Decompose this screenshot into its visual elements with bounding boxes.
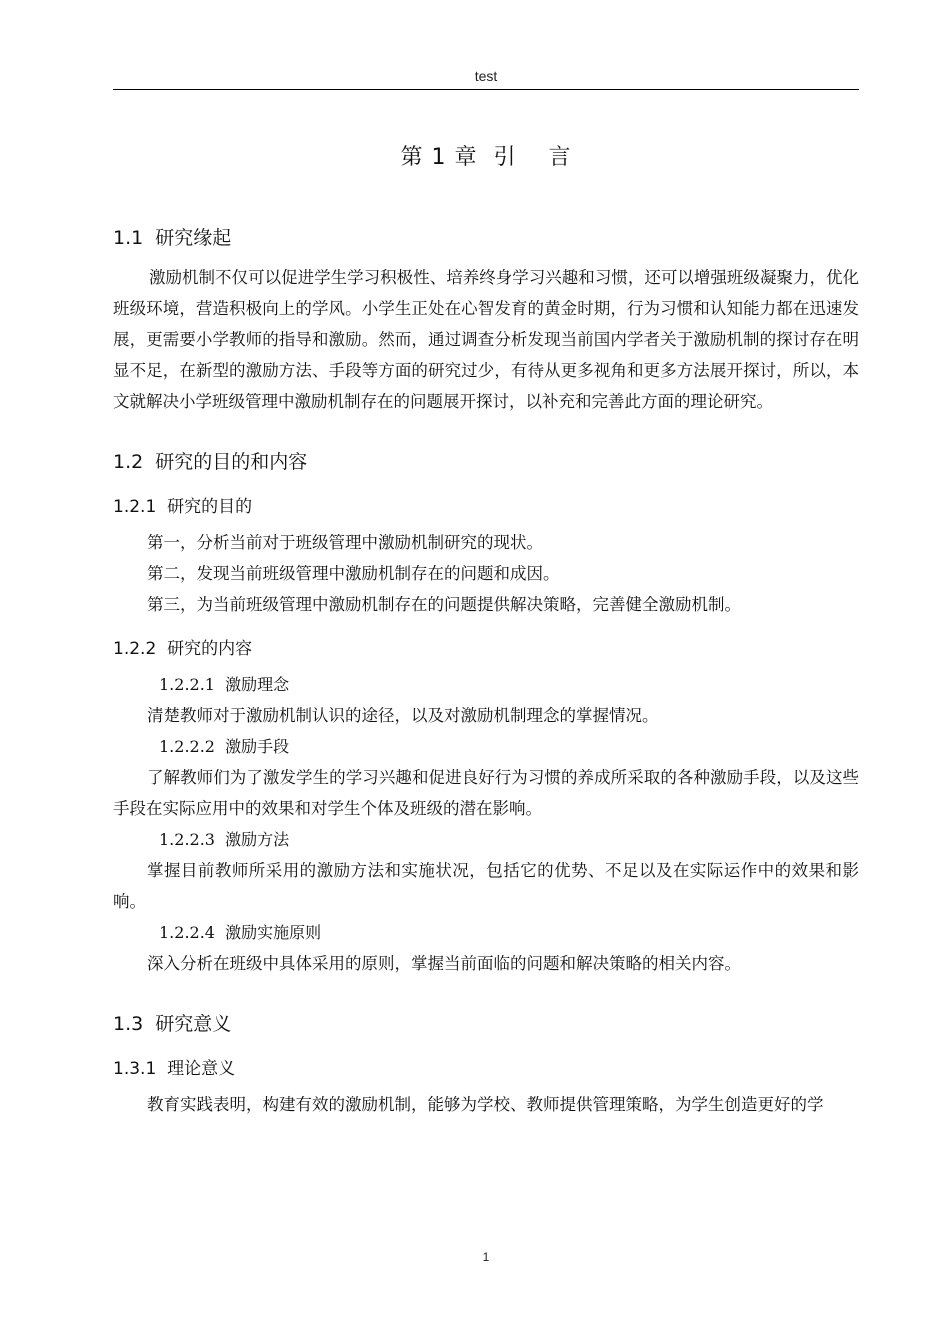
section-heading-1-2: 1.2 研究的目的和内容: [113, 451, 308, 473]
list-item: 第二，发现当前班级管理中激励机制存在的问题和成因。: [147, 564, 560, 583]
subsection-heading: 1.2.2.1 激励理念: [159, 675, 290, 694]
subsection-paragraph: 掌握目前教师所采用的激励方法和实施状况，包括它的优势、不足以及在实际运作中的效果和影响。: [113, 861, 859, 911]
chapter-title: 第 1 章 引 言: [400, 145, 572, 170]
list-item: 第一，分析当前对于班级管理中激励机制研究的现状。: [147, 533, 543, 552]
section-heading-1-3: 1.3 研究意义: [113, 1013, 232, 1035]
section-paragraph-1-1: 激励机制不仅可以促进学生学习积极性、培养终身学习兴趣和习惯，还可以增强班级凝聚力，优化班级环境，营造积极向上的学风。小学生正处在心智发育的黄金时期，行为习惯和认知能力都在迅速发展，更需要小学教师的指导和激励。然而，通过调查分析发现当前国内学者关于激励机制的探讨存在明显不足，在新型的激励方法、手段等方面的研究过少，有待从更多视角和更多方法展开探讨，所以，本文就解决小学班级管理中激励机制存在的问题展开探讨，以补充和完善此方面的理论研究。: [113, 268, 859, 411]
list-item: 第三，为当前班级管理中激励机制存在的问题提供解决策略，完善健全激励机制。: [147, 595, 741, 614]
section-heading-1-3-1: 1.3.1 理论意义: [113, 1059, 236, 1079]
page-content: [113, 140, 859, 1120]
subsection-paragraph: 清楚教师对于激励机制认识的途径，以及对激励机制理念的掌握情况。: [147, 706, 659, 725]
section-heading-1-1: 1.1 研究缘起: [113, 227, 232, 249]
page-number: 1: [482, 1250, 490, 1264]
subsection-paragraph: 深入分析在班级中具体采用的原则，掌握当前面临的问题和解决策略的相关内容。: [147, 954, 741, 973]
header-divider: [113, 89, 859, 90]
subsection-heading: 1.2.2.4 激励实施原则: [159, 923, 322, 942]
subsection-heading: 1.2.2.3 激励方法: [159, 830, 290, 849]
subsection-heading: 1.2.2.2 激励手段: [159, 737, 290, 756]
subsection-paragraph: 了解教师们为了激发学生的学习兴趣和促进良好行为习惯的养成所采取的各种激励手段，以及这些手段在实际应用中的效果和对学生个体及班级的潜在影响。: [113, 768, 859, 818]
section-paragraph-1-3-1: 教育实践表明，构建有效的激励机制，能够为学校、教师提供管理策略，为学生创造更好的学: [147, 1095, 824, 1114]
page-header: test: [474, 68, 498, 84]
section-heading-1-2-2: 1.2.2 研究的内容: [113, 639, 253, 659]
section-heading-1-2-1: 1.2.1 研究的目的: [113, 497, 253, 517]
